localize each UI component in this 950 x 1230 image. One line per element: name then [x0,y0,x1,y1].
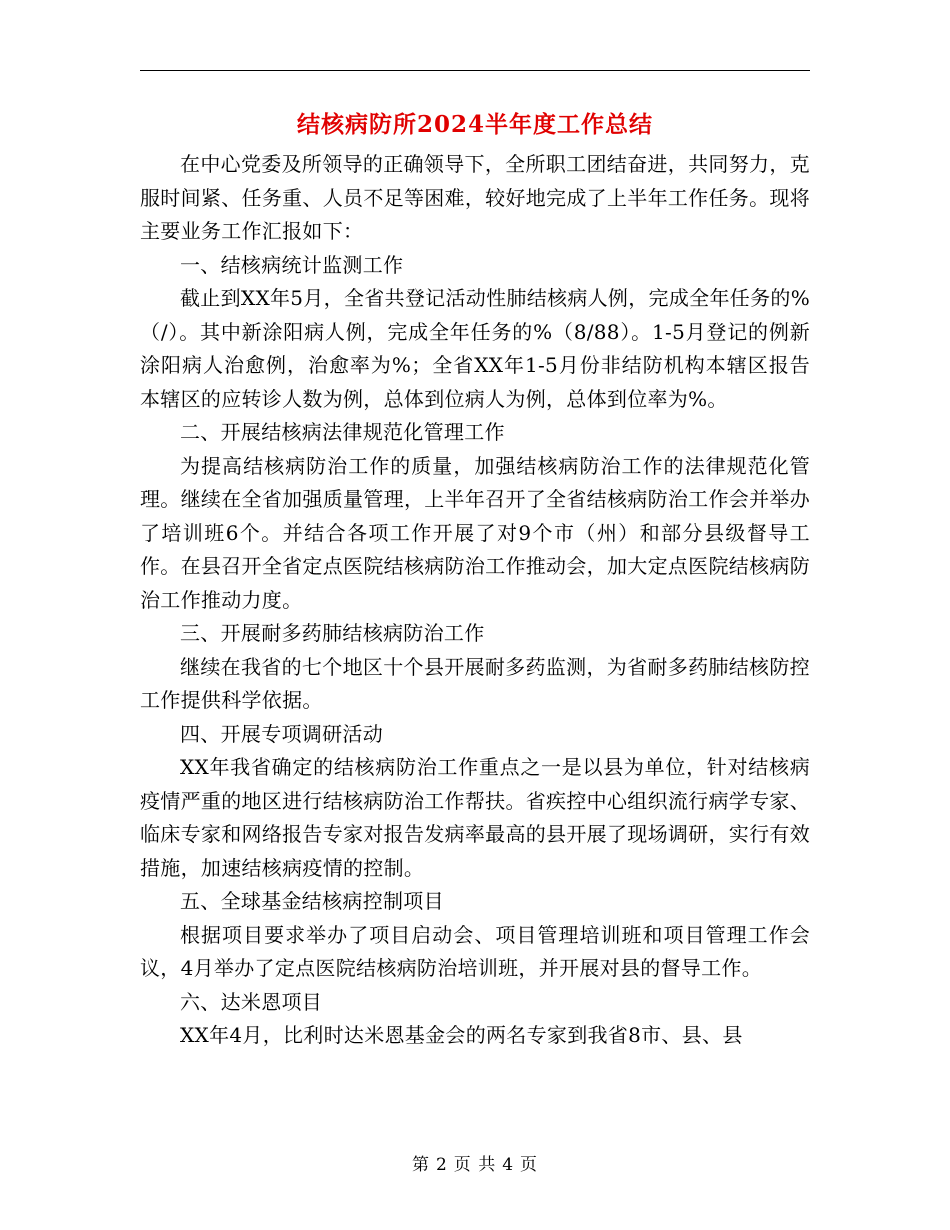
footer-suffix: 页 [520,1155,539,1175]
section-heading: 三、开展耐多药肺结核病防治工作 [180,621,485,645]
section-heading: 二、开展结核病法律规范化管理工作 [180,420,505,444]
page-footer [0,1150,950,1175]
body-text [140,148,810,1053]
section-heading: 五、全球基金结核病控制项目 [180,889,444,913]
page-number: 2 [435,1155,448,1175]
paragraph: XX年4月，比利时达米恩基金会的两名专家到我省8市、县、县 [180,1023,743,1047]
paragraph: 在中心党委及所领导的正确领导下，全所职工团结奋进，共同努力，克服时间紧、任务重、人员不足等困难，较好地完成了上半年工作任务。现将主要业务工作汇报如下： [140,152,810,243]
paragraph: 为提高结核病防治工作的质量，加强结核病防治工作的法律规范化管理。继续在全省加强质量管理，上半年召开了全省结核病防治工作会并举办了培训班6个。并结合各项工作开展了对9个市（州）和部分县级督导工作。在县召开全省定点医院结核病防治工作推动会，加大定点医院结核病防治工作推动力度。 [140,453,810,612]
footer-prefix: 第 [411,1155,430,1175]
section-heading: 一、结核病统计监测工作 [180,252,404,277]
header-rule [140,70,810,71]
total-pages: 4 [502,1155,515,1175]
paragraph: XX年我省确定的结核病防治工作重点之一是以县为单位，针对结核病疫情严重的地区进行结核病防治工作帮扶。省疾控中心组织流行病学专家、临床专家和网络报告专家对报告发病率最高的县开展了现场调研，实行有效措施，加速结核病疫情的控制。 [140,755,810,880]
footer-mid: 页 共 [453,1155,497,1175]
page-title: 结核病防所2024半年度工作总结 [296,111,653,138]
section-heading: 六、达米恩项目 [180,989,323,1014]
section-heading: 四、开展专项调研活动 [180,721,383,746]
paragraph: 根据项目要求举办了项目启动会、项目管理培训班和项目管理工作会议，4月举办了定点医院结核病防治培训班，并开展对县的督导工作。 [140,922,810,980]
paragraph: 截止到XX年5月，全省共登记活动性肺结核病人例，完成全年任务的%（/）。其中新涂阳病人例，完成全年任务的%（8/88）。1-5月登记的例新涂阳病人治愈例，治愈率为%；全省XX年1-5月份非结防机构本辖区报告本辖区的应转诊人数为例，总体到位病人为例，总体到位率为%。 [140,286,810,411]
paragraph: 继续在我省的七个地区十个县开展耐多药监测，为省耐多药肺结核防控工作提供科学依据。 [140,654,810,712]
